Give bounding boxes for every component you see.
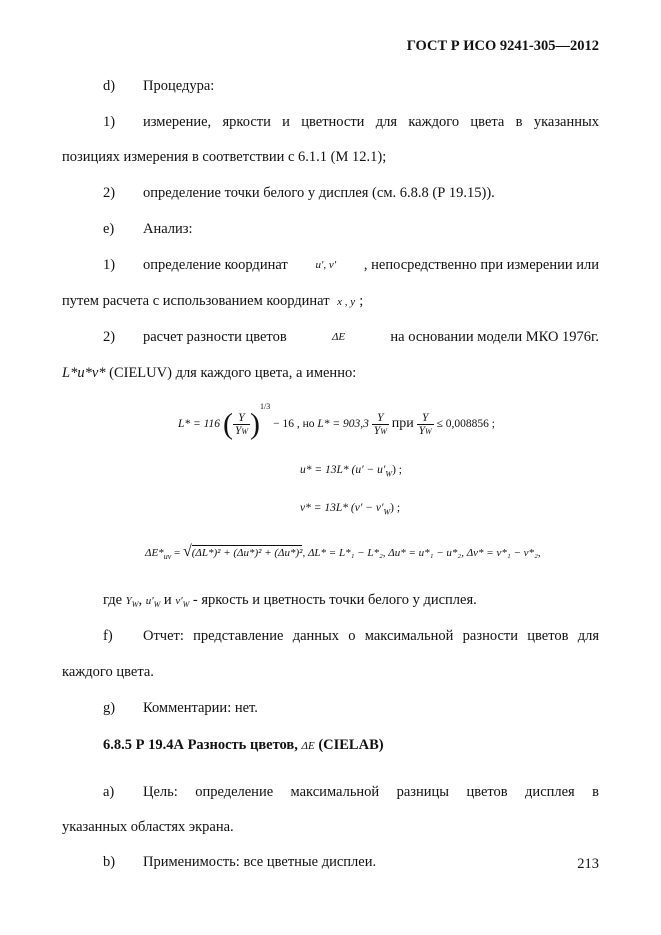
section-heading [103,736,384,755]
item-marker: 1) [103,114,116,130]
item-marker: e) [103,221,115,237]
item-text: Процедура: [143,78,215,94]
paren-open: ( [222,407,233,441]
subscript-w: W [131,600,139,610]
denominator [372,425,389,437]
delta-e-symbol: ΔE [301,740,315,752]
item-text: Отчет: представление данных о максимальной разности цветов для [143,628,599,644]
item-marker: b) [103,854,116,870]
item-marker: g) [103,700,116,716]
formula-part: при [391,416,414,431]
subscript-w: W [153,600,161,610]
uw-u: u′ [145,595,154,607]
text-part: - яркость и цветность точки белого у дисплея. [192,592,477,608]
uw-symbol [145,595,161,610]
formula-u [300,464,402,478]
delta-e-symbol: ΔE [331,331,346,343]
formula-part: , ΔL* = L*₁ − L*₂, Δu* = u*₁ − u*₂, Δv* = v*₁ − v*₂ [302,547,538,559]
document-header: ГОСТ Р ИСО 9241-305—2012 [406,38,599,54]
item-e1-cont [62,292,363,311]
yw-symbol [125,595,139,610]
denominator-y: Y [373,424,381,437]
yw-y: Y [125,595,132,607]
item-text: измерение, яркости и цветности для каждого цвета в указанных [143,114,599,130]
xy-symbols: x , y [337,296,356,308]
text-part: где [103,592,123,608]
item-f-cont: каждого цвета. [62,664,154,680]
item-marker: a) [103,784,115,800]
text-part: расчет разности цветов [143,329,287,345]
subscript-w: W [383,507,391,517]
subscript-uv: uv [163,552,172,562]
item-text: Применимость: все цветные дисплеи. [143,854,377,870]
item-marker: 2) [103,329,116,345]
formula-v [300,502,400,516]
item-text: определение точки белого у дисплея (см. 6.8.8 (Р 19.15)). [143,185,495,201]
page-number: 213 [577,856,599,872]
formula-part: L* = 116 [178,418,221,430]
numerator: Y [417,412,434,425]
item-marker: 2) [103,185,116,201]
heading-text: 6.8.5 Р 19.4А Разность цветов, [103,737,298,753]
item-marker: d) [103,78,116,94]
text-part: на основании модели МКО 1976г. [390,329,599,345]
formula-part: ) ; [390,502,401,514]
where-line: где $Y_W$, $u'_W$ и $v'_W$ - яркость и цветность точки белого у дисплея. [103,592,477,610]
text-part: путем расчета с использованием координат [62,293,330,309]
subscript-w: W [182,600,190,610]
formula-part: u* = 13L* (u′ − u′ [300,464,386,476]
item-d1-cont: позициях измерения в соответствии с 6.1.1 (М 12.1); [62,149,387,165]
denominator [417,425,434,437]
denominator-y: Y [418,424,426,437]
equals-sign: = [174,547,181,559]
fraction-y-yw [233,412,250,437]
exponent: 1/3 [260,402,271,411]
denominator-y: Y [234,424,242,437]
item-text: Анализ: [143,221,193,237]
text-part: и [163,592,172,608]
item-a-cont: указанных областях экрана. [62,819,234,835]
luv-symbol: L*u*v* [62,365,106,381]
formula-part: ≤ 0,008856 ; [436,418,495,430]
numerator: Y [372,412,389,425]
paren-close: ) [250,407,261,441]
formula-part: v* = 13L* (v′ − v′ [300,502,384,514]
text-part: , непосредственно при измерении или [363,257,599,273]
item-marker: f) [103,628,113,644]
fraction-y-yw-3 [417,412,434,437]
subscript-w: W [241,426,249,436]
formula-part: − 16 , но [273,418,315,430]
formula-part: , [537,547,541,559]
formula-lightness [178,402,495,441]
text-part: (CIELUV) для каждого цвета, а именно: [105,365,357,381]
sqrt-body: (ΔL*)² + (Δu*)² + (Δu*)² [191,547,303,559]
numerator: Y [233,412,250,425]
subscript-w: W [380,426,387,436]
subscript-w: W [425,426,432,436]
denominator [233,425,250,437]
text-part: определение координат [143,257,288,273]
formula-part: ) ; [392,464,402,476]
uv-symbols: u′, v′ [315,259,337,271]
subscript-w: W [385,469,393,479]
formula-part: L* = 903,3 [317,418,369,430]
item-text: Цель: определение максимальной разницы цветов дисплея в [143,784,599,800]
vw-symbol [175,595,190,610]
formula-delta-e [145,543,541,561]
heading-text: (CIELAB) [318,737,384,753]
item-e2-cont [62,364,356,382]
item-text [143,328,599,346]
item-text: Комментарии: нет. [143,700,258,716]
text-part: ; [359,293,364,309]
vw-v: v′ [175,595,183,607]
item-marker: 1) [103,257,116,273]
fraction-y-yw-2 [372,412,389,437]
formula-part: ΔE* [145,547,164,559]
sqrt-sign: √ [182,543,192,560]
item-text [143,256,599,274]
